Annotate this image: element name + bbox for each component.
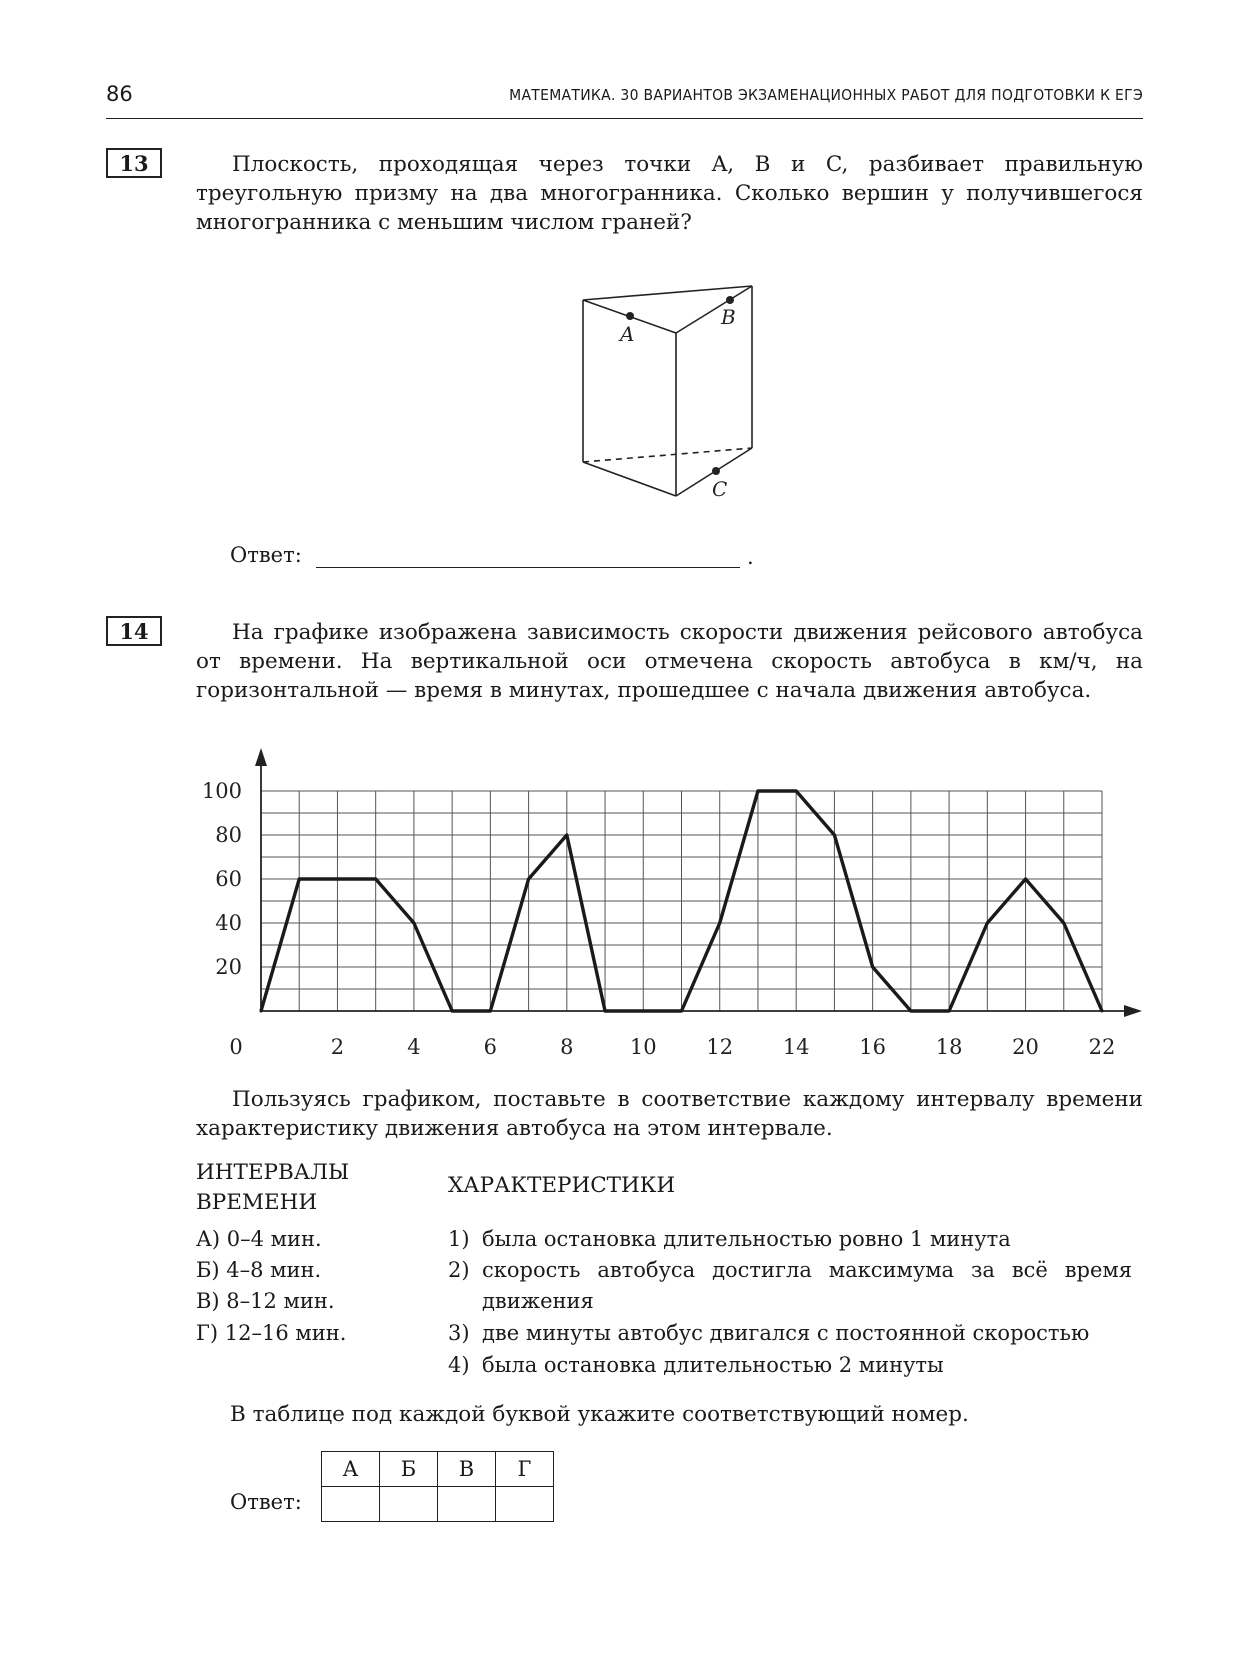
speed-data-point (986, 922, 989, 925)
speed-data-point (833, 834, 836, 837)
speed-data-point (795, 790, 798, 793)
x-tick-label: 6 (483, 1035, 498, 1059)
page-number: 86 (106, 82, 133, 106)
y-tick-label: 20 (215, 955, 242, 979)
task-14-number: 14 (106, 616, 162, 646)
prism-figure (560, 275, 770, 505)
table-instruction: В таблице под каждой буквой укажите соответствующий номер. (230, 1402, 969, 1427)
speed-data-point (680, 1010, 683, 1013)
speed-data-point (336, 878, 339, 881)
characteristic-2-num: 2) (448, 1258, 470, 1282)
characteristic-1-text: была остановка длительностью ровно 1 минута (482, 1227, 1011, 1251)
x-tick-label: 2 (330, 1035, 345, 1059)
y-tick-label: 80 (215, 823, 242, 847)
characteristic-1-num: 1) (448, 1227, 470, 1251)
task-13-text: Плоскость, проходящая через точки A, B и C, разбивает правильную треугольную призму на два многогранника. Сколько вершин у получившегося многогранника с меньшим числом граней? (196, 152, 1143, 235)
prism-edge (676, 286, 752, 333)
x-tick-label: 0 (229, 1035, 243, 1059)
speed-data-point (871, 966, 874, 969)
x-tick-label: 8 (560, 1035, 574, 1059)
interval-c: В) 8–12 мин. (196, 1289, 335, 1313)
answer-header-b: Б (380, 1452, 438, 1487)
x-tick-label: 12 (706, 1035, 734, 1059)
task-13-number: 13 (106, 148, 162, 178)
x-tick-label: 14 (782, 1035, 810, 1059)
task-14-instruction: Пользуясь графиком, поставьте в соответствие каждому интервалу времени характеристику движения автобуса на этом интервале. (196, 1087, 1143, 1141)
point-b (726, 296, 734, 304)
speed-data-point (527, 878, 530, 881)
task-13-answer-field[interactable] (316, 567, 740, 568)
speed-data-point (260, 1010, 263, 1013)
label-a: A (620, 322, 635, 346)
speed-data-point (451, 1010, 454, 1013)
answer-header-a: А (322, 1452, 380, 1487)
speed-data-point (756, 790, 759, 793)
y-tick-label: 100 (201, 779, 242, 803)
x-tick-label: 22 (1088, 1035, 1116, 1059)
answer-header-g: Г (496, 1452, 554, 1487)
running-title: МАТЕМАТИКА. 30 ВАРИАНТОВ ЭКЗАМЕНАЦИОННЫХ РАБОТ ДЛЯ ПОДГОТОВКИ К ЕГЭ (509, 86, 1143, 104)
interval-d: Г) 12–16 мин. (196, 1321, 347, 1345)
task-14-answer-label: Ответ: (230, 1490, 302, 1514)
y-tick-label: 60 (215, 867, 242, 891)
characteristic-2-text: скорость автобуса достигла максимума за всё время движения (482, 1258, 1132, 1313)
speed-data-point (565, 834, 568, 837)
task-13-answer-dot: . (747, 545, 754, 569)
speed-data-point (1101, 1010, 1104, 1013)
interval-b: Б) 4–8 мин. (196, 1258, 322, 1282)
speed-data-point (298, 878, 301, 881)
speed-data-point (1024, 878, 1027, 881)
speed-time-chart (180, 735, 1150, 1060)
header-rule (106, 118, 1143, 119)
x-tick-label: 20 (1012, 1035, 1039, 1059)
x-tick-label: 10 (629, 1035, 657, 1059)
characteristics-header: ХАРАКТЕРИСТИКИ (448, 1173, 676, 1198)
interval-a: А) 0–4 мин. (196, 1227, 322, 1251)
speed-data-point (412, 922, 415, 925)
speed-data-point (718, 922, 721, 925)
speed-data-point (909, 1010, 912, 1013)
point-c (712, 467, 720, 475)
x-tick-label: 18 (935, 1035, 963, 1059)
task-13-answer-label: Ответ: (230, 543, 302, 567)
x-tick-label: 16 (859, 1035, 887, 1059)
label-c: C (712, 477, 728, 501)
y-tick-label: 40 (215, 911, 242, 935)
y-axis-arrow (255, 748, 267, 766)
characteristic-3-num: 3) (448, 1321, 470, 1345)
speed-data-point (489, 1010, 492, 1013)
characteristic-4-num: 4) (448, 1353, 470, 1377)
speed-data-point (642, 1010, 645, 1013)
characteristic-4-text: была остановка длительностью 2 минуты (482, 1353, 944, 1377)
speed-data-point (604, 1010, 607, 1013)
x-tick-label: 4 (407, 1035, 421, 1059)
answer-header-v: В (438, 1452, 496, 1487)
answer-table (321, 1451, 554, 1522)
prism-edge (583, 462, 676, 496)
characteristic-3-text: две минуты автобус двигался с постоянной скоростью (482, 1321, 1090, 1345)
x-axis-arrow (1124, 1005, 1142, 1017)
speed-data-point (948, 1010, 951, 1013)
label-b: B (721, 305, 736, 329)
speed-data-point (1062, 922, 1065, 925)
answer-cell-b[interactable] (380, 1487, 438, 1522)
answer-cell-g[interactable] (496, 1487, 554, 1522)
intervals-header: ИНТЕРВАЛЫ ВРЕМЕНИ (196, 1160, 350, 1215)
prism-hidden-edge (583, 448, 752, 462)
point-a (626, 312, 634, 320)
speed-data-point (374, 878, 377, 881)
answer-cell-v[interactable] (438, 1487, 496, 1522)
answer-cell-a[interactable] (322, 1487, 380, 1522)
task-14-text: На графике изображена зависимость скорости движения рейсового автобуса от времени. На вертикальной оси отмечена скорость автобуса в км/ч, на горизонтальной — время в минутах, прошедшее с начала движения автобуса. (196, 620, 1143, 703)
